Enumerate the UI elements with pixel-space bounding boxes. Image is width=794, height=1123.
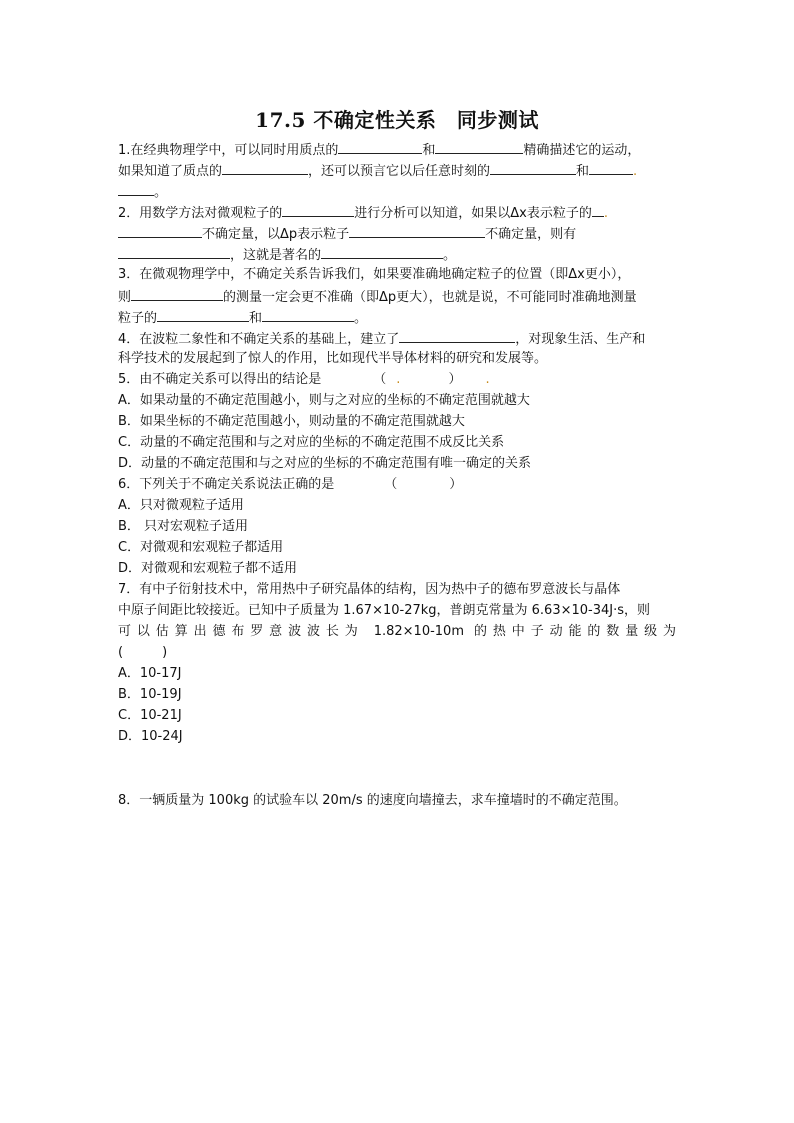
answer-blank[interactable] (399, 329, 515, 343)
page-title: 17.5 不确定性关系 同步测试 (255, 108, 539, 132)
answer-paren[interactable]: （ (373, 372, 387, 387)
answer-paren[interactable]: ( ) (118, 645, 168, 660)
q1-text: 如果知道了质点的 (118, 164, 223, 179)
question-3-line-1: 3．在微观物理学中，不确定关系告诉我们，如果要准确地确定粒子的位置（即Δx更小）， (118, 267, 631, 282)
q2-text: ，这就是著名的 (230, 248, 322, 263)
option-a[interactable]: A．如果动量的不确定范围越小，则与之对应的坐标的不确定范围就越大 (118, 393, 530, 408)
question-7-line-3: 可以估算出德布罗意波波长为 1.82×10-10m 的热中子动能的数量级为 (118, 624, 676, 639)
format-mark: . (603, 206, 609, 221)
q1-text: 和 (576, 164, 590, 179)
option-c[interactable]: C．动量的不确定范围和与之对应的坐标的不确定范围不成反比关系 (118, 435, 505, 450)
answer-paren[interactable]: （ ） (384, 477, 463, 492)
format-mark: . (485, 372, 490, 387)
question-1-line-1 (118, 140, 676, 160)
q1-text: 和 (422, 143, 436, 158)
q5-stem: 5．由不确定关系可以得出的结论是 (118, 372, 322, 387)
answer-blank[interactable] (490, 161, 576, 175)
option-d[interactable]: D．动量的不确定范围和与之对应的坐标的不确定范围有唯一确定的关系 (118, 456, 532, 471)
option-d[interactable]: D．10-24J (118, 729, 183, 744)
answer-blank[interactable] (321, 245, 443, 259)
q2-text: 不确定量，以Δp表示粒子 (202, 227, 350, 242)
question-1-line-3 (118, 182, 676, 202)
question-6-stem (118, 476, 676, 494)
answer-paren[interactable]: ） (448, 372, 462, 387)
option-d[interactable]: D．对微观和宏观粒子都不适用 (118, 561, 298, 576)
question-5-stem (118, 371, 676, 389)
option-b[interactable]: B．如果坐标的不确定范围越小，则动量的不确定范围就越大 (118, 414, 465, 429)
question-3-line-3 (118, 308, 676, 328)
question-2-line-3 (118, 245, 676, 265)
question-4-line-2: 科学技术的发展起到了惊人的作用，比如现代半导体材料的研究和发展等。 (118, 351, 548, 366)
question-2-line-2 (118, 224, 676, 244)
answer-blank[interactable] (118, 245, 230, 259)
question-1-line-2 (118, 161, 676, 181)
q1-text: 精确描述它的运动， (523, 143, 641, 158)
answer-blank[interactable] (589, 161, 633, 175)
q2-text: 2．用数学方法对微观粒子的 (118, 206, 283, 221)
q3-text: 则 (118, 290, 132, 305)
option-c[interactable]: C．10-21J (118, 708, 182, 723)
q4-text: 4．在波粒二象性和不确定关系的基础上，建立了 (118, 332, 400, 347)
q1-text: 1.在经典物理学中，可以同时用质点的 (118, 143, 339, 158)
q3-text: 和 (249, 311, 263, 326)
answer-blank[interactable] (338, 140, 422, 154)
answer-blank[interactable] (349, 224, 485, 238)
answer-blank[interactable] (592, 203, 604, 217)
q3-text: 。 (354, 311, 368, 326)
answer-blank[interactable] (435, 140, 523, 154)
q1-text: 。 (154, 185, 168, 200)
answer-blank[interactable] (262, 308, 354, 322)
q2-text: 不确定量，则有 (485, 227, 577, 242)
q4-text: ，对现象生活、生产和 (515, 332, 646, 347)
format-mark: . (396, 372, 401, 387)
q3-text: 的测量一定会更不准确（即Δp更大），也就是说，不可能同时准确地测量 (223, 290, 637, 305)
q1-text: ，还可以预言它以后任意时刻的 (308, 164, 491, 179)
option-c[interactable]: C．对微观和宏观粒子都适用 (118, 540, 284, 555)
q6-stem: 6．下列关于不确定关系说法正确的是 (118, 477, 335, 492)
question-4-line-1 (118, 329, 676, 349)
option-b[interactable]: B．10-19J (118, 687, 182, 702)
question-7-line-2: 中原子间距比较接近。已知中子质量为 1.67×10-27kg，普朗克常量为 6.63×10-34J·s，则 (118, 603, 651, 618)
format-mark: . (633, 164, 638, 179)
answer-blank[interactable] (118, 224, 202, 238)
q3-text: 粒子的 (118, 311, 158, 326)
q2-text: 。 (443, 248, 457, 263)
option-a[interactable]: A．10-17J (118, 666, 182, 681)
q2-text: 进行分析可以知道，如果以Δx表示粒子的 (354, 206, 592, 221)
question-7-line-1: 7．有中子衍射技术中，常用热中子研究晶体的结构，因为热中子的德布罗意波长与晶体 (118, 582, 621, 597)
option-b[interactable]: B． 只对宏观粒子适用 (118, 519, 249, 534)
question-3-line-2 (118, 287, 676, 307)
answer-blank[interactable] (282, 203, 354, 217)
answer-blank[interactable] (222, 161, 308, 175)
option-a[interactable]: A．只对微观粒子适用 (118, 498, 244, 513)
question-8: 8．一辆质量为 100kg 的试验车以 20m/s 的速度向墙撞去，求车撞墙时的不确定范围。 (118, 793, 627, 808)
answer-blank[interactable] (118, 182, 154, 196)
question-2-line-1 (118, 203, 676, 223)
answer-blank[interactable] (157, 308, 249, 322)
answer-blank[interactable] (131, 287, 223, 301)
